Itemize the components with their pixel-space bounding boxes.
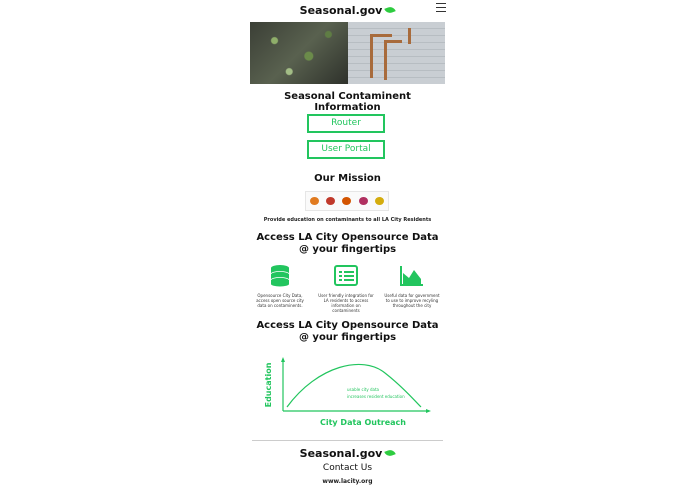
feature-list-text: User friendly integration for LA residents to access information on contaminents bbox=[318, 293, 374, 313]
feature-database bbox=[252, 265, 308, 308]
x-axis-arrow bbox=[426, 409, 431, 413]
brand-logo[interactable] bbox=[250, 4, 445, 17]
data-heading-line1: Access LA City Opensource Data bbox=[256, 232, 439, 243]
database-icon bbox=[252, 265, 308, 287]
dirt-ground-photo bbox=[250, 22, 348, 84]
leaf-icon bbox=[385, 448, 396, 457]
leaf-icon bbox=[385, 5, 396, 14]
footer-divider bbox=[252, 440, 443, 441]
chart-annotation-line1: usable city data bbox=[347, 387, 379, 392]
feature-list bbox=[318, 265, 374, 313]
footer-url-link[interactable]: www.lacity.org bbox=[322, 478, 373, 485]
page bbox=[250, 0, 445, 494]
footer-brand[interactable] bbox=[250, 447, 445, 460]
data-heading2-line2: @ your fingertips bbox=[298, 332, 397, 343]
user-portal-button[interactable]: User Portal bbox=[307, 140, 385, 159]
y-axis-arrow bbox=[281, 357, 285, 362]
header bbox=[250, 4, 445, 20]
mission-heading: Our Mission bbox=[314, 173, 381, 184]
produce-image bbox=[305, 191, 389, 211]
wall-pipes-photo bbox=[348, 22, 445, 84]
hamburger-menu-icon[interactable] bbox=[436, 3, 446, 13]
feature-chart bbox=[384, 265, 440, 308]
mission-text: Provide education on contaminants to all LA City Residents bbox=[263, 217, 432, 223]
brand-name: Seasonal.gov bbox=[299, 4, 383, 17]
education-outreach-chart bbox=[263, 355, 433, 431]
x-axis-label: City Data Outreach bbox=[319, 418, 407, 427]
page-title: Seasonal Contaminent Information bbox=[284, 91, 411, 113]
education-curve bbox=[287, 364, 421, 407]
feature-chart-text: Useful data for government to use to improve recyling throughout the city bbox=[384, 293, 440, 308]
area-chart-icon bbox=[384, 265, 440, 287]
data-heading2-line1: Access LA City Opensource Data bbox=[256, 320, 439, 331]
hero-images bbox=[250, 22, 445, 84]
data-heading-line2: @ your fingertips bbox=[298, 244, 397, 255]
router-button[interactable]: Router bbox=[307, 114, 385, 133]
footer-brand-name: Seasonal.gov bbox=[299, 447, 383, 460]
y-axis-label: Education bbox=[264, 362, 273, 408]
contact-us-link[interactable]: Contact Us bbox=[322, 463, 373, 473]
feature-database-text: Opensource City Data, access open source city data on contaminents. bbox=[256, 293, 304, 308]
chart-annotation-line2: increases resident education bbox=[347, 394, 405, 399]
list-icon bbox=[318, 265, 374, 287]
